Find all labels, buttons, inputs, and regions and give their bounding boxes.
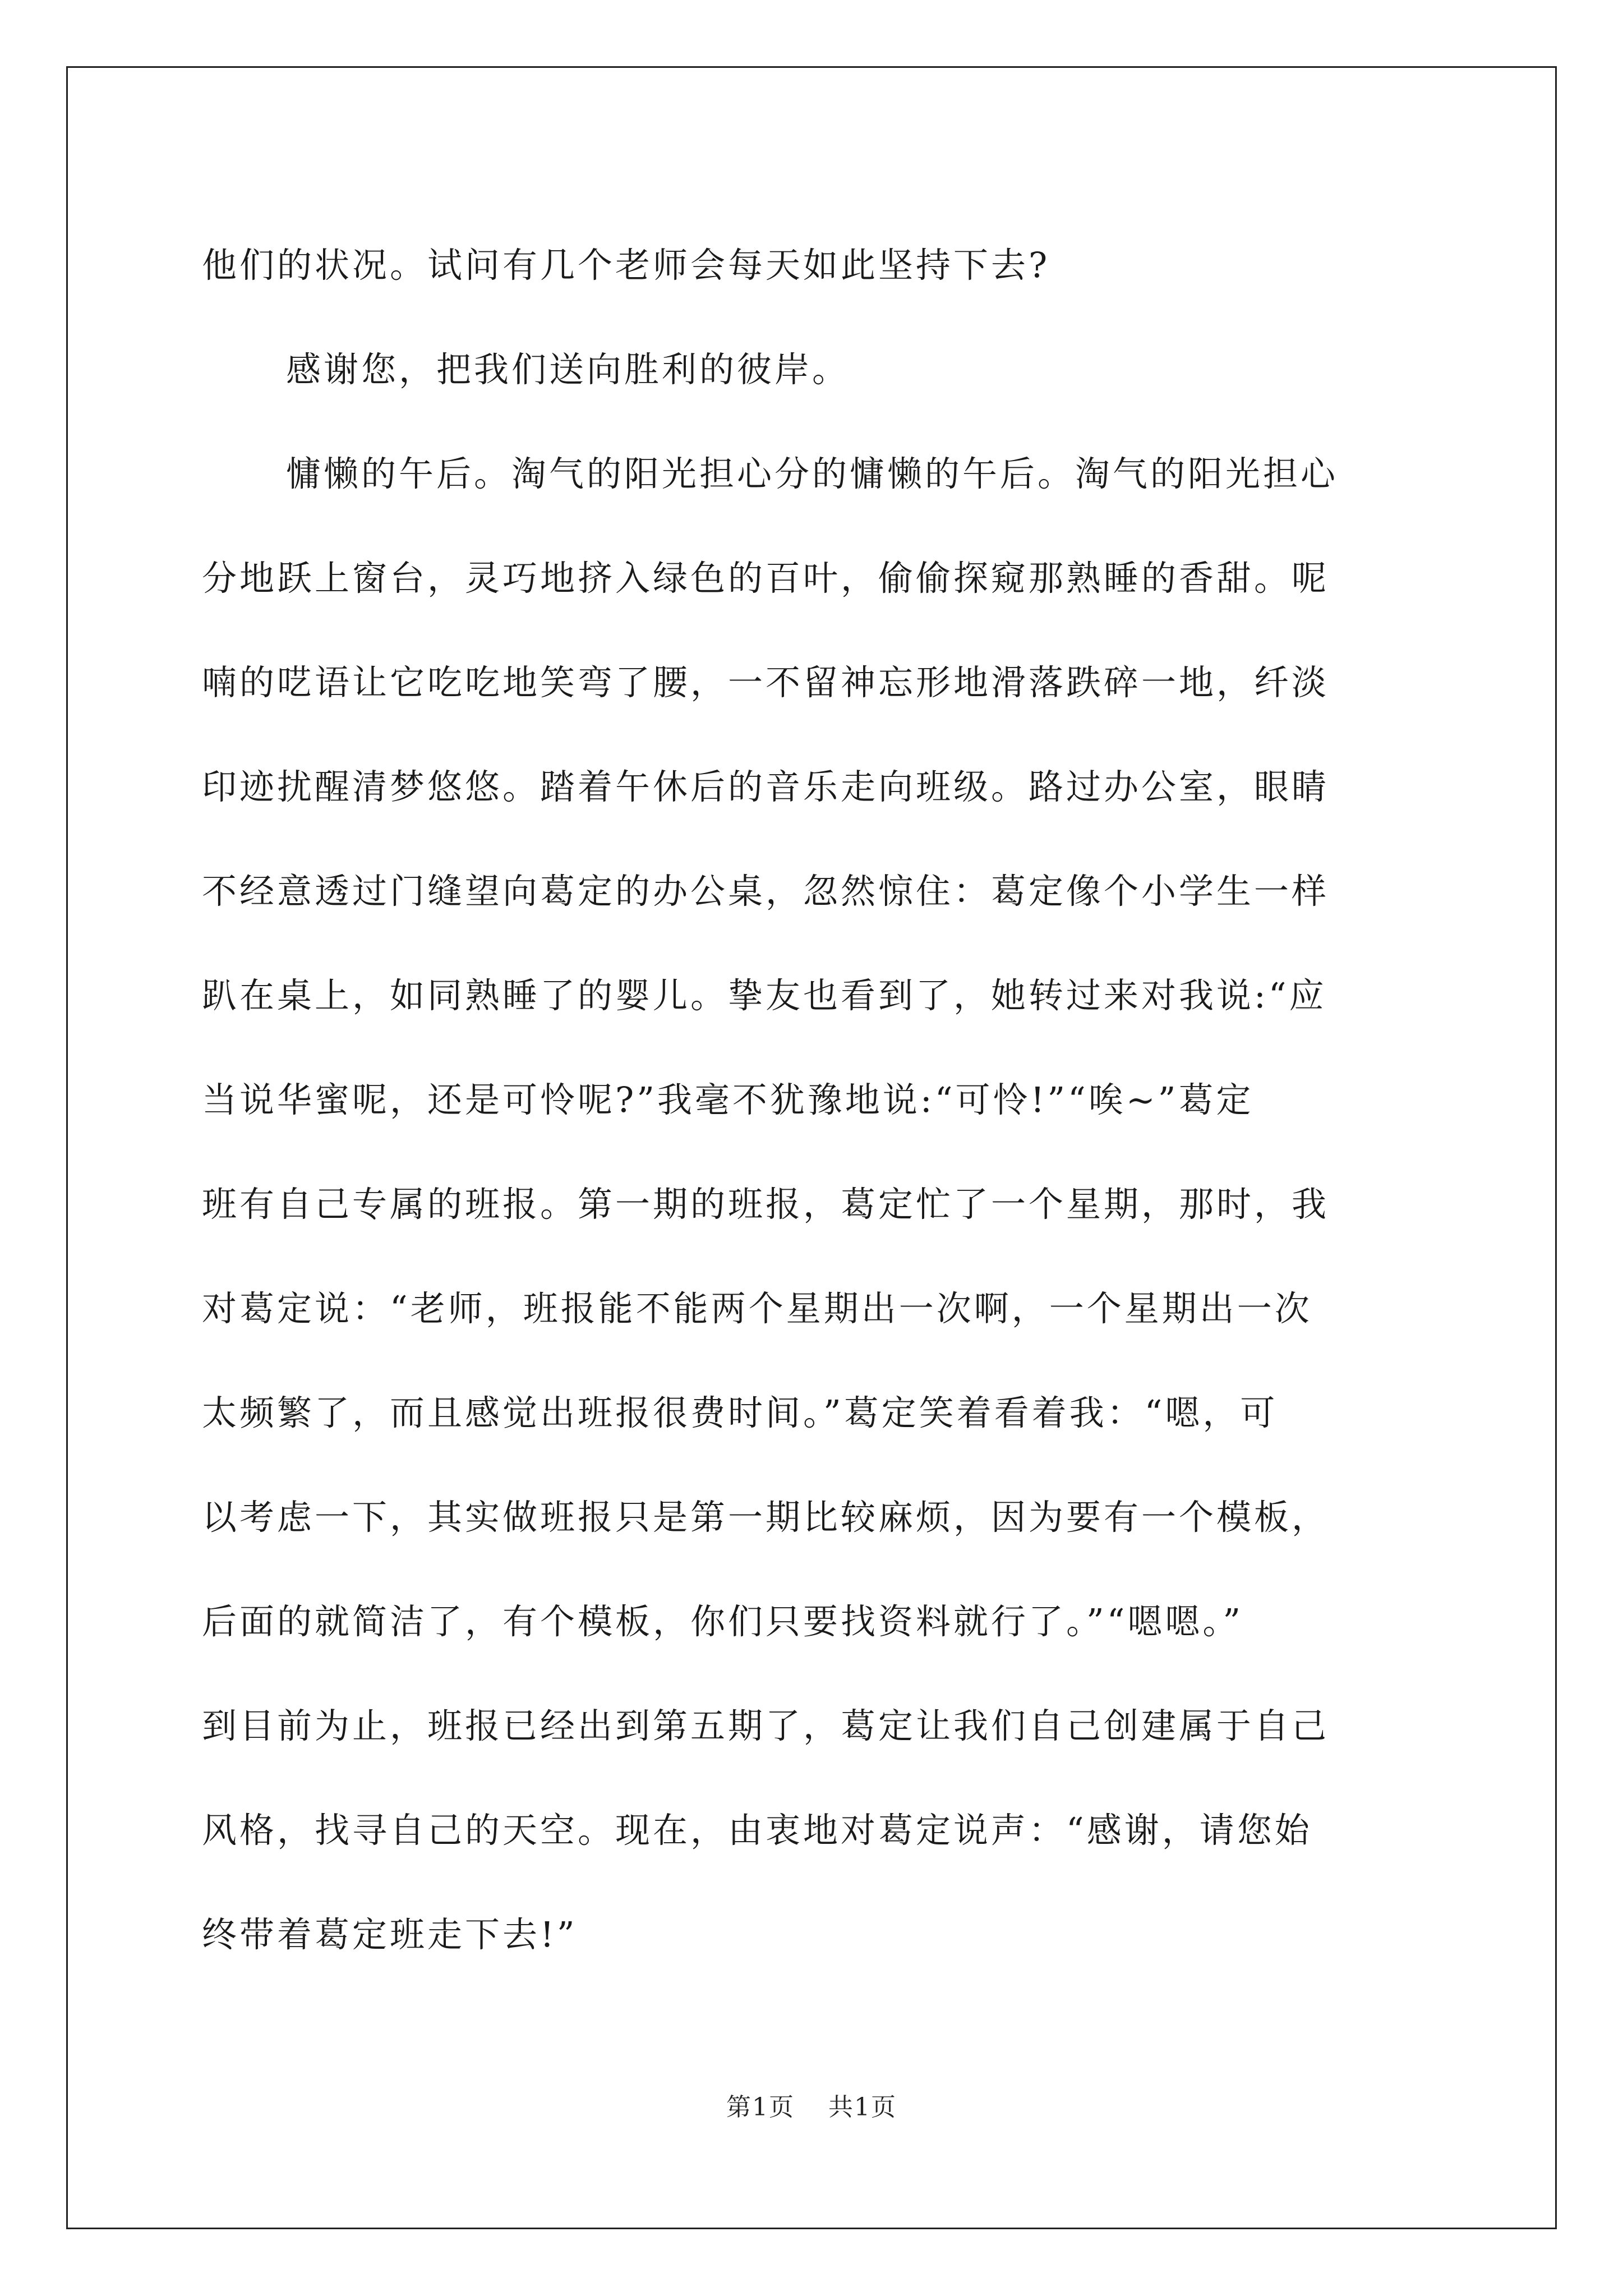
text-line: 到目前为止，班报已经出到第五期了，葛定让我们自己创建属于自己 — [202, 1705, 1330, 1746]
page-number: 第1页 — [726, 2093, 795, 2122]
text-line: 印迹扰醒清梦悠悠。踏着午休后的音乐走向班级。路过办公室，眼睛 — [202, 766, 1330, 807]
document-body — [202, 213, 1428, 1987]
text-line: 趴在桌上，如同熟睡了的婴儿。挚友也看到了，她转过来对我说:“应 — [202, 975, 1327, 1016]
page-total: 共1页 — [828, 2093, 897, 2122]
text-line: 当说华蜜呢，还是可怜呢?”我毫不犹豫地说:“可怜!”“唉~”葛定 — [202, 1079, 1254, 1120]
paragraph-line: 慵懒的午后。淘气的阳光担心分的慵懒的午后。淘气的阳光担心 — [286, 453, 1339, 494]
text-line: 不经意透过门缝望向葛定的办公桌，忽然惊住：葛定像个小学生一样 — [202, 871, 1330, 912]
text-line: 喃的呓语让它吃吃地笑弯了腰，一不留神忘形地滑落跌碎一地，纤淡 — [202, 662, 1330, 703]
text-line: 分地跃上窗台，灵巧地挤入绿色的百叶，偷偷探窥那熟睡的香甜。呢 — [202, 558, 1330, 599]
page-footer — [0, 2087, 1623, 2123]
text-line: 终带着葛定班走下去!” — [202, 1914, 578, 1955]
text-line: 对葛定说：“老师，班报能不能两个星期出一次啊，一个星期出一次 — [202, 1288, 1312, 1329]
text-line: 班有自己专属的班报。第一期的班报，葛定忙了一个星期，那时，我 — [202, 1184, 1330, 1225]
text-line: 风格，找寻自己的天空。现在，由衷地对葛定说声：“感谢，请您始 — [202, 1810, 1312, 1851]
text-line: 以考虑一下，其实做班报只是第一期比较麻烦，因为要有一个模板， — [202, 1497, 1330, 1538]
text-line: 后面的就简洁了，有个模板，你们只要找资料就行了。”“嗯嗯。” — [202, 1601, 1244, 1642]
text-line: 他们的状况。试问有几个老师会每天如此坚持下去? — [202, 245, 1050, 286]
paragraph-line: 感谢您，把我们送向胜利的彼岸。 — [286, 349, 850, 390]
text-line: 太频繁了，而且感觉出班报很费时间。”葛定笑着看着我：“嗯，可 — [202, 1392, 1278, 1433]
